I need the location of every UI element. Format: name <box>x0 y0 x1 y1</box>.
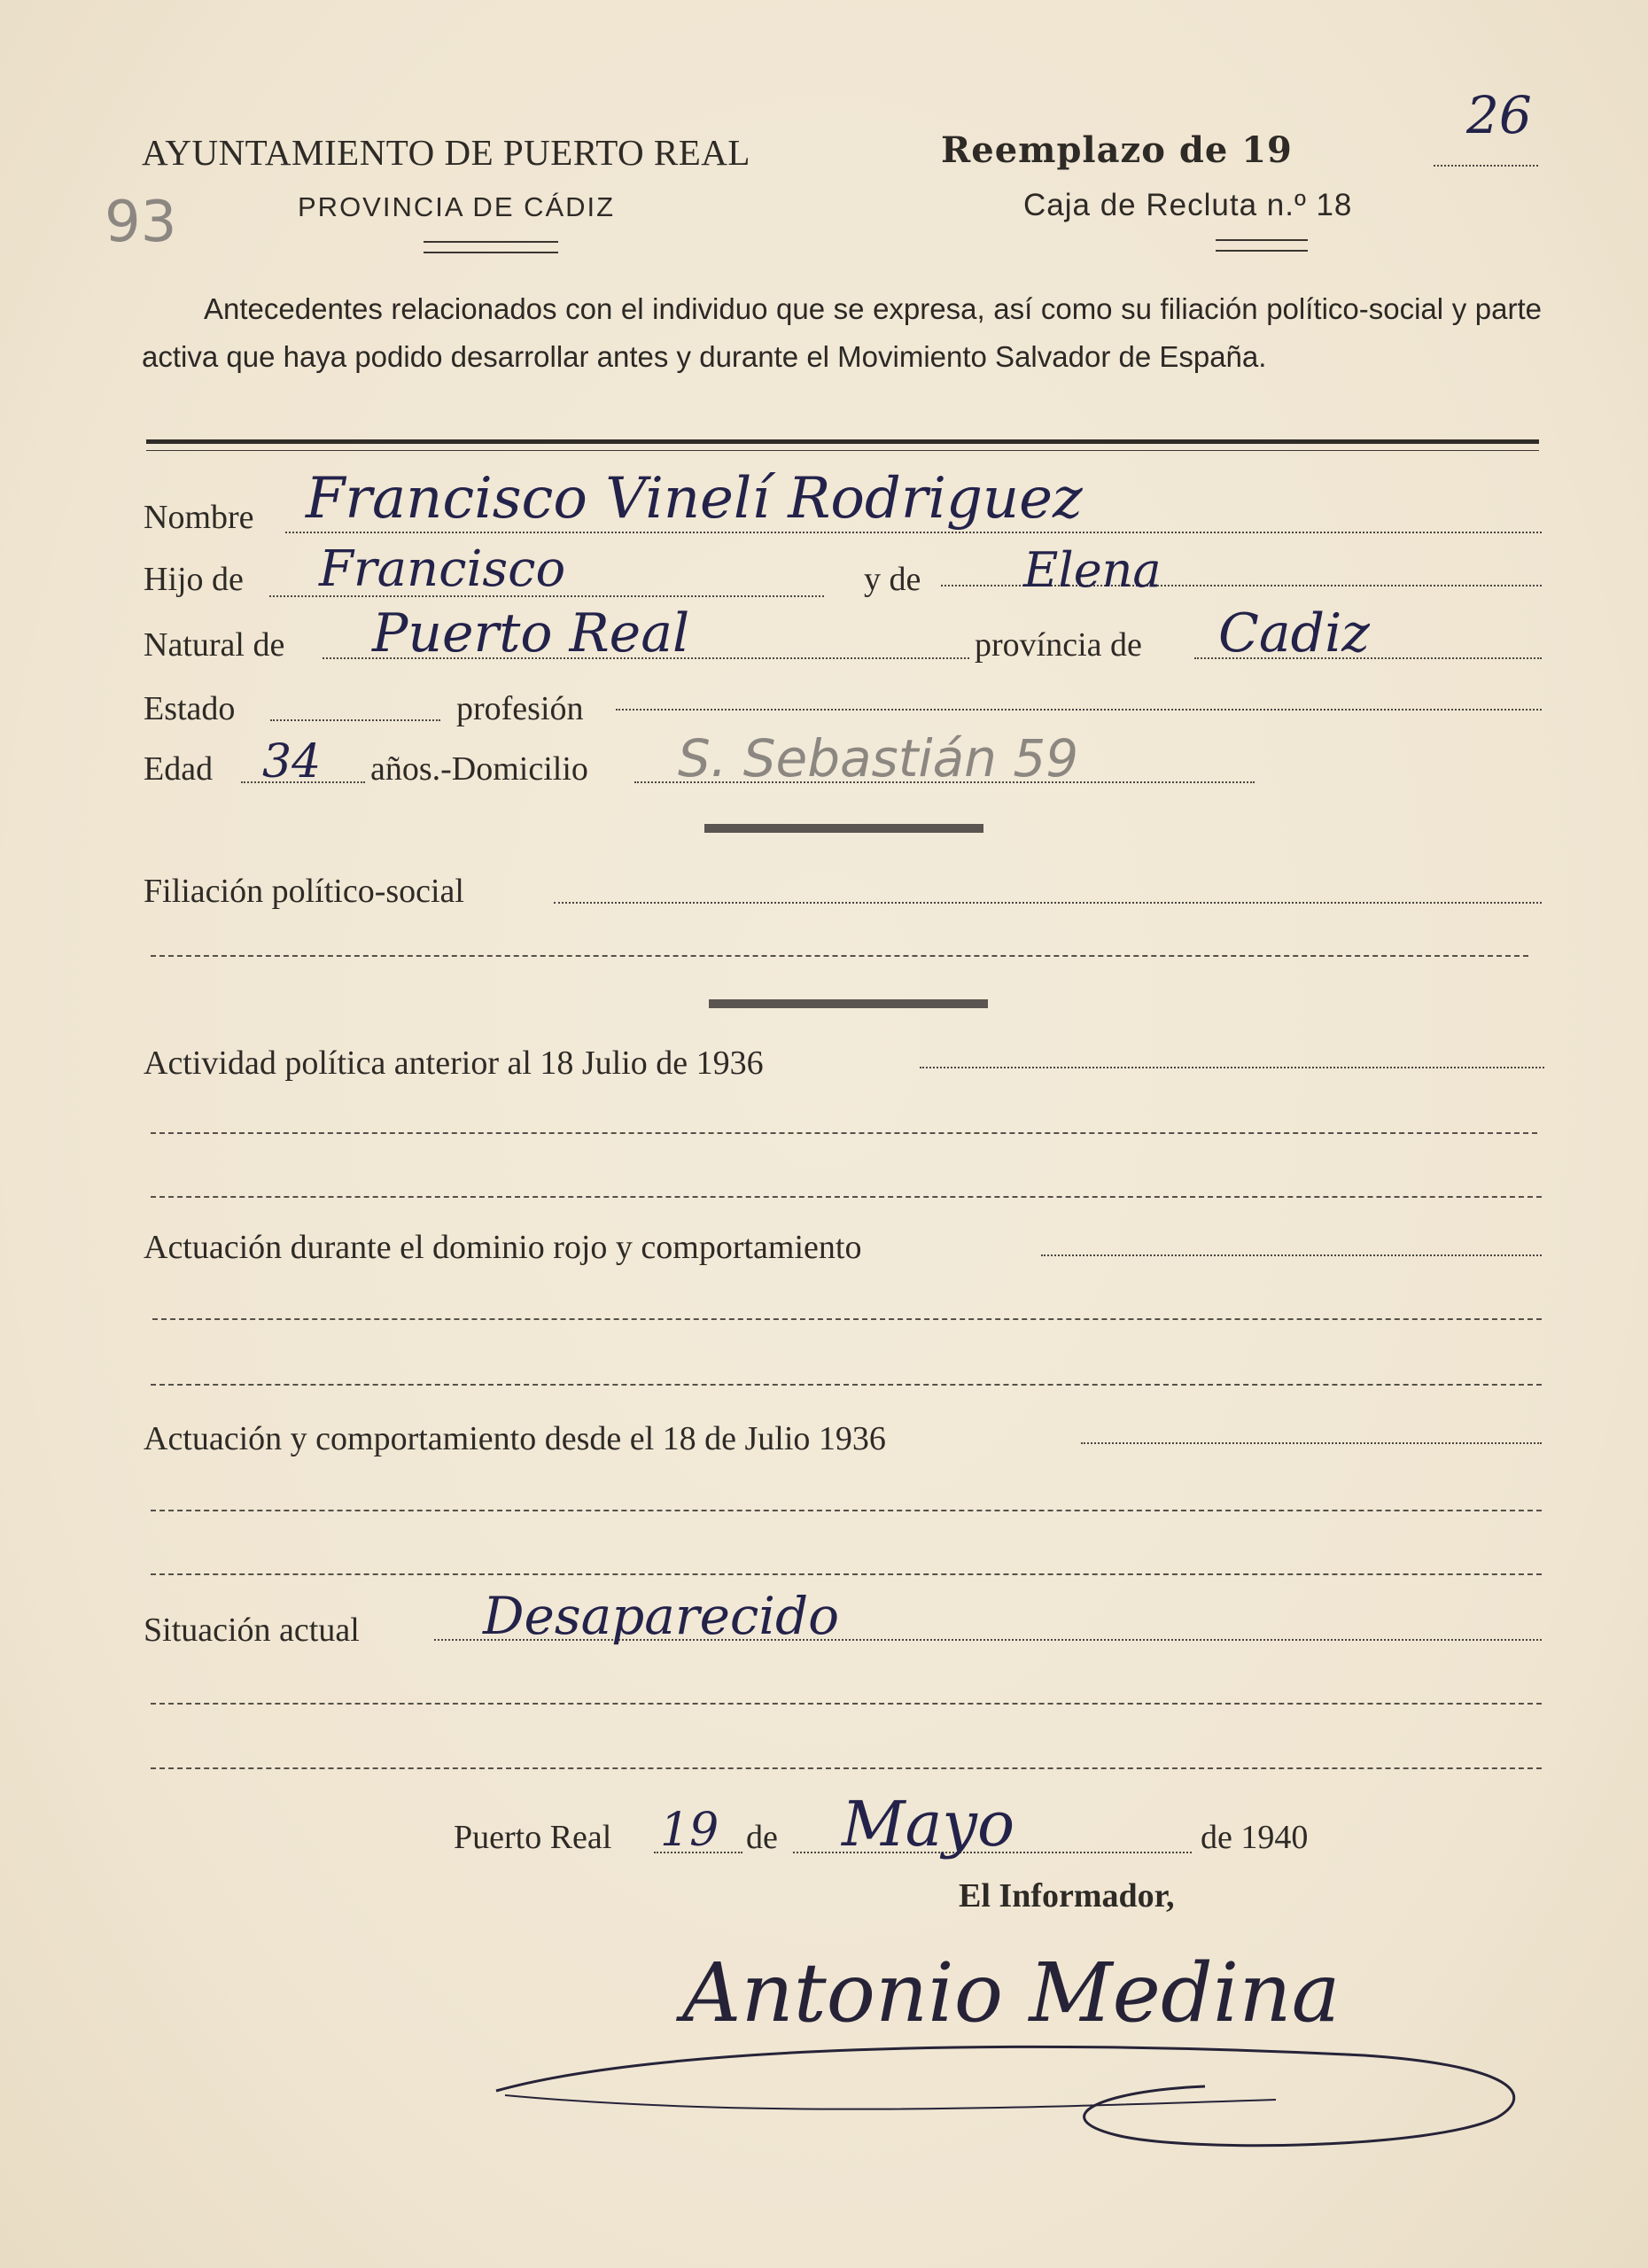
actividad-line-3 <box>151 1196 1542 1198</box>
header-left-double-rule <box>424 241 558 253</box>
sheet-number-handwritten: 93 <box>105 190 177 255</box>
footer-place: Puerto Real <box>454 1819 612 1856</box>
dominio-rojo-line-1 <box>1041 1254 1542 1256</box>
section-separator-2 <box>709 999 988 1008</box>
intro-paragraph <box>142 285 1542 381</box>
caja-recluta-label: Caja de Recluta n.º 18 <box>1023 188 1353 222</box>
signature-flourish <box>478 1993 1559 2162</box>
header-right-double-rule <box>1216 239 1308 252</box>
domicilio-label: años.-Domicilio <box>370 750 588 788</box>
province-heading: PROVINCIA DE CÁDIZ <box>298 191 616 222</box>
desde-line-1 <box>1081 1442 1542 1444</box>
natural-de-label: Natural de <box>144 626 285 664</box>
profesion-label: profesión <box>456 690 584 727</box>
reemplazo-label: Reemplazo de 19 <box>941 129 1293 171</box>
section-separator-1 <box>704 824 983 833</box>
natural-value: Puerto Real <box>372 602 690 664</box>
nombre-line <box>285 532 1542 533</box>
padre-value: Francisco <box>319 540 566 598</box>
actividad-line-1 <box>920 1067 1544 1068</box>
profesion-line <box>616 709 1542 711</box>
month-value: Mayo <box>842 1788 1015 1860</box>
filiacion-label: Filiación político-social <box>144 873 464 910</box>
provincia-value: Cadiz <box>1218 602 1370 664</box>
dominio-rojo-line-3 <box>151 1384 1542 1386</box>
provincia-label: província de <box>975 626 1142 664</box>
reemplazo-year-handwritten: 26 <box>1466 85 1532 145</box>
actividad-line-2 <box>151 1132 1537 1134</box>
day-value: 19 <box>660 1804 719 1857</box>
municipality-heading: AYUNTAMIENTO DE PUERTO REAL <box>142 132 750 173</box>
estado-line <box>270 719 440 721</box>
estado-label: Estado <box>144 690 236 727</box>
situacion-line-2 <box>151 1703 1542 1705</box>
reemplazo-dotted-line <box>1434 165 1538 167</box>
situacion-line-3 <box>151 1767 1542 1769</box>
nombre-label: Nombre <box>144 499 254 536</box>
informador-label: El Informador, <box>959 1877 1175 1915</box>
domicilio-value: S. Sebastián 59 <box>678 728 1079 788</box>
footer-year: de 1940 <box>1201 1819 1309 1856</box>
footer-de-1: de <box>746 1819 778 1856</box>
madre-value: Elena <box>1023 542 1162 598</box>
desde-line-3 <box>151 1573 1542 1575</box>
dominio-rojo-line-2 <box>152 1318 1542 1320</box>
filiacion-line-1 <box>554 902 1542 904</box>
desde-label: Actuación y comportamiento desde el 18 de Julio 1936 <box>144 1420 886 1457</box>
dominio-rojo-label: Actuación durante el dominio rojo y comportamiento <box>144 1229 862 1266</box>
y-de-label: y de <box>864 561 921 598</box>
nombre-value: Francisco Vinelí Rodriguez <box>306 466 1083 532</box>
hijo-de-label: Hijo de <box>144 561 244 598</box>
actividad-label: Actividad política anterior al 18 Julio de 1936 <box>144 1045 764 1082</box>
intro-separator-thick <box>146 439 1539 444</box>
intro-separator-thin <box>146 450 1539 451</box>
desde-line-2 <box>151 1510 1542 1511</box>
signature: Antonio Medina <box>682 1946 1341 2040</box>
situacion-label: Situación actual <box>144 1612 360 1649</box>
edad-value: 34 <box>262 735 322 788</box>
situacion-value: Desaparecido <box>483 1586 840 1646</box>
edad-label: Edad <box>144 750 214 788</box>
intro-text: Antecedentes relacionados con el individuo que se expresa, así como su filiación político-social y parte activa que haya podido desarrollar antes y durante el Movimiento Salvador de España. <box>142 292 1542 373</box>
filiacion-line-2 <box>151 955 1528 957</box>
